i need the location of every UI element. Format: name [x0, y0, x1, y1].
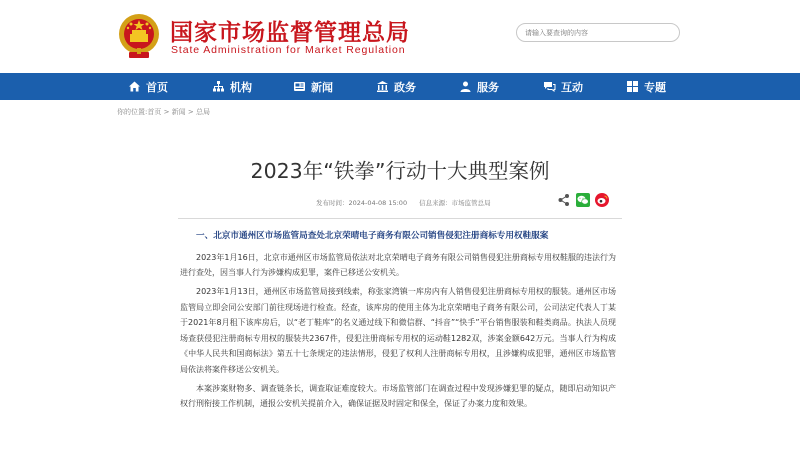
- site-name-cn[interactable]: 国家市场监督管理总局: [170, 20, 410, 46]
- share-icon[interactable]: [557, 193, 571, 207]
- divider: [178, 218, 622, 219]
- page-title: 2023年“铁拳”行动十大典型案例: [250, 159, 550, 183]
- article-meta: [316, 198, 491, 207]
- national-emblem-icon[interactable]: [117, 12, 161, 60]
- breadcrumb-separator: >: [185, 108, 197, 116]
- article-paragraph: 本案涉案财物多、调查链条长，调查取证难度较大。市场监管部门在调查过程中发现涉嫌犯罪的疑点，随即启动知识产权行刑衔接工作机制，通报公安机关提前介入，确保证据及时固定和保全，保证了办案力度和效果。: [180, 383, 616, 408]
- org-icon: [212, 80, 225, 93]
- article-heading: 一、北京市通州区市场监管局查处北京荣晴电子商务有限公司销售侵犯注册商标专用权鞋服案: [196, 231, 549, 241]
- share-bar: [557, 192, 609, 208]
- gov-icon: [376, 80, 389, 93]
- breadcrumb-item-hq[interactable]: 总局: [196, 108, 211, 116]
- nav-item-news[interactable]: [293, 73, 333, 100]
- nav-label: 新闻: [311, 80, 333, 94]
- breadcrumb-item-home[interactable]: 首页: [147, 108, 162, 116]
- nav-item-org[interactable]: [212, 73, 252, 100]
- wechat-icon[interactable]: [576, 193, 590, 207]
- nav-label: 政务: [394, 80, 416, 94]
- site-header: [0, 0, 800, 72]
- source-label: 信息来源：: [419, 199, 452, 207]
- news-icon: [293, 80, 306, 93]
- nav-item-interact[interactable]: [543, 73, 583, 100]
- publish-time: 2024-04-08 15:00: [348, 199, 408, 207]
- nav-item-topic[interactable]: [626, 73, 666, 100]
- site-name-en: State Administration for Market Regulation: [171, 44, 406, 56]
- nav-item-home[interactable]: [128, 73, 168, 100]
- breadcrumb: [117, 107, 210, 117]
- article-paragraph: 2023年1月16日，北京市通州区市场监管局依法对北京荣晴电子商务有限公司销售侵犯注册商标专用权鞋服的违法行为进行查处，因当事人行为涉嫌构成犯罪，案件已移送公安机关。: [180, 252, 616, 277]
- nav-label: 服务: [477, 80, 499, 94]
- topic-icon: [626, 80, 639, 93]
- nav-label: 专题: [644, 80, 666, 94]
- nav-item-gov[interactable]: [376, 73, 416, 100]
- weibo-icon[interactable]: [595, 193, 609, 207]
- nav-item-service[interactable]: [459, 73, 499, 100]
- breadcrumb-separator: >: [161, 108, 172, 116]
- service-icon: [459, 80, 472, 93]
- publish-label: 发布时间：: [316, 199, 349, 207]
- article-paragraph: 2023年1月13日，通州区市场监管局接到线索，称张家湾镇一库房内有人销售侵犯注册商标专用权的服装。通州区市场监管局立即会同公安部门前往现场进行检查。经查，该库房的使用主体为北京荣晴电子商务有限公司，公司法定代表人丁某于2021年8月租下该库房后，以“老丁鞋库”的名义通过线下和微信群、“抖音”“快手”平台销售服装和鞋类商品。执法人员现场查获侵犯注册商标专用权的服装共2367件，侵犯注册商标专用权的运动鞋1282双，涉案金额642万元。当事人行为构成《中华人民共和国商标法》第五十七条规定的违法情形，侵犯了权利人注册商标专用权，且涉嫌构成犯罪，通州区市场监管局依法将案件移送公安机关。: [180, 287, 616, 374]
- nav-label: 互动: [561, 80, 583, 94]
- article-body: [180, 229, 616, 415]
- home-icon: [128, 80, 141, 93]
- breadcrumb-item-news[interactable]: 新闻: [171, 108, 186, 116]
- interact-icon: [543, 80, 556, 93]
- source-value: 市场监管总局: [451, 199, 491, 207]
- nav-label: 机构: [230, 80, 252, 94]
- main-nav: [0, 73, 800, 100]
- nav-label: 首页: [146, 80, 168, 94]
- breadcrumb-prefix: 你的位置:: [117, 108, 148, 116]
- search-input[interactable]: 请输入要查询的内容: [516, 23, 680, 42]
